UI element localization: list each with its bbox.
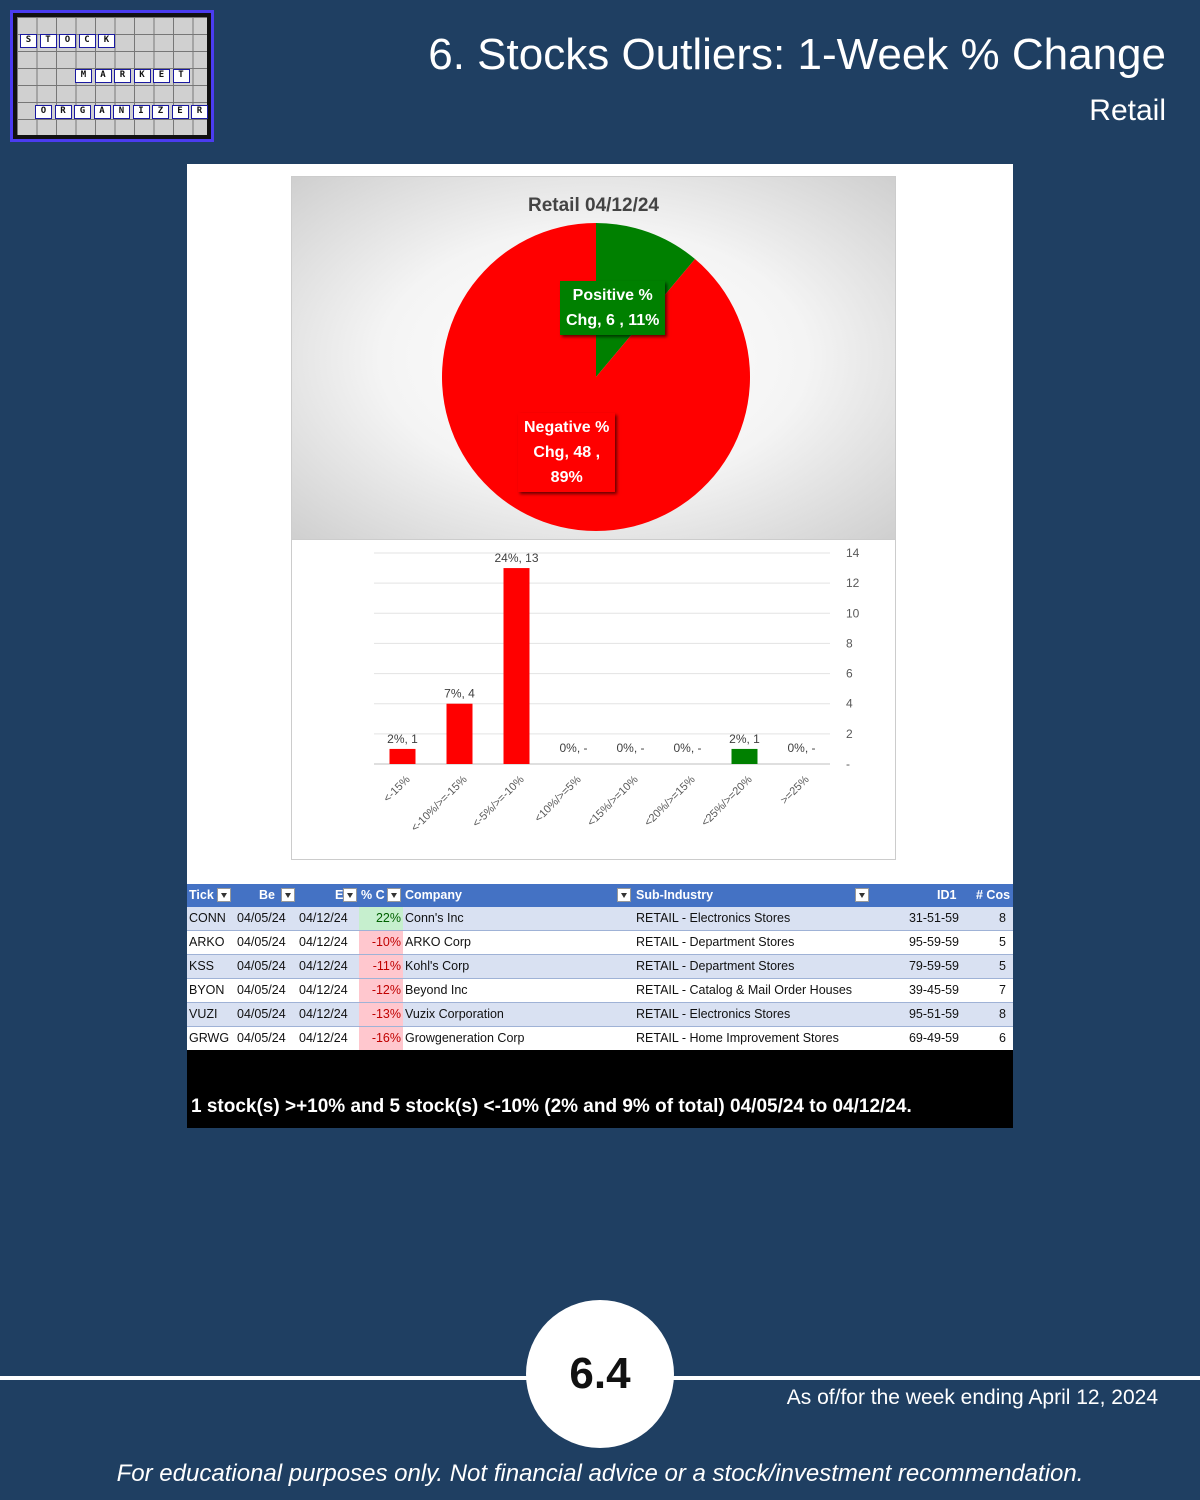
- logo-letter: K: [98, 34, 115, 48]
- bar-ytick-label: 4: [846, 696, 853, 711]
- cell-begin: 04/05/24: [237, 911, 286, 925]
- bar-category-label: <10%/>=5%: [532, 773, 584, 825]
- logo-letter: A: [95, 69, 112, 83]
- logo-letter: K: [134, 69, 151, 83]
- bar-ytick-label: 14: [846, 546, 860, 560]
- cell-chg: -10%: [359, 931, 403, 954]
- cell-cos: 8: [999, 1007, 1006, 1021]
- table-row: [187, 931, 1013, 955]
- report-card: [187, 164, 1013, 1128]
- header-num-cos: # Cos: [976, 888, 1011, 902]
- summary-text: 1 stock(s) >+10% and 5 stock(s) <-10% (2% and 9% of total) 04/05/24 to 04/12/24.: [191, 1096, 912, 1117]
- pie-label-positive-line2: Chg, 6 , 11%: [566, 312, 660, 329]
- bar-category-label: <25%/>=20%: [699, 773, 755, 830]
- cell-end: 04/12/24: [299, 911, 348, 925]
- logo-word-stock: [20, 34, 118, 48]
- cell-cos: 7: [999, 983, 1006, 997]
- header-id1: ID1: [937, 888, 957, 902]
- cell-begin: 04/05/24: [237, 935, 286, 949]
- bar-data-label: 2%, 1: [387, 731, 418, 746]
- cell-ticker: ARKO: [189, 935, 225, 949]
- pie-label-negative-line3: 89%: [550, 469, 583, 486]
- pie-label-negative: [518, 413, 615, 492]
- bar-1: [447, 704, 473, 764]
- header-begin: Be: [259, 888, 275, 902]
- filter-dropdown-icon[interactable]: [281, 888, 295, 902]
- cell-sub: RETAIL - Department Stores: [636, 959, 795, 973]
- bar-data-label: 2%, 1: [729, 731, 760, 746]
- filter-dropdown-icon[interactable]: [387, 888, 401, 902]
- logo-letter: R: [55, 105, 72, 119]
- table-row: [187, 1003, 1013, 1027]
- cell-ticker: KSS: [189, 959, 215, 973]
- logo-letter: G: [74, 105, 91, 119]
- cell-sub: RETAIL - Department Stores: [636, 935, 795, 949]
- header-company: Company: [405, 888, 462, 902]
- logo: [10, 10, 214, 142]
- cell-id1: 95-59-59: [908, 935, 960, 949]
- logo-letter: T: [173, 69, 190, 83]
- header-sub-industry: Sub-Industry: [636, 888, 714, 902]
- cell-cos: 6: [999, 1031, 1006, 1045]
- bar-data-label: 24%, 13: [494, 551, 539, 566]
- cell-begin: 04/05/24: [237, 1031, 286, 1045]
- logo-letter: R: [191, 105, 208, 119]
- cell-chg: -12%: [359, 979, 403, 1002]
- cell-end: 04/12/24: [299, 1007, 348, 1021]
- bar-data-label: 0%, -: [673, 741, 702, 755]
- summary-bar: [187, 1050, 1013, 1128]
- pie-chart-title: Retail 04/12/24: [528, 195, 659, 216]
- bar-data-label: 7%, 4: [444, 686, 475, 701]
- bar-ytick-label: 10: [846, 606, 860, 621]
- cell-chg: -13%: [359, 1003, 403, 1026]
- bar-category-label: <-5%/>=-10%: [470, 773, 527, 830]
- cell-company: Vuzix Corporation: [405, 1007, 504, 1021]
- filter-dropdown-icon[interactable]: [855, 888, 869, 902]
- filter-dropdown-icon[interactable]: [217, 888, 231, 902]
- disclaimer: For educational purposes only. Not financial advice or a stock/investment recommendation.: [116, 1460, 1084, 1487]
- cell-ticker: CONN: [189, 911, 226, 925]
- logo-letter: N: [113, 105, 130, 119]
- cell-end: 04/12/24: [299, 935, 348, 949]
- bar-ytick-label: 8: [846, 636, 853, 651]
- logo-letter: C: [79, 34, 96, 48]
- bar-chart-panel: [291, 540, 896, 860]
- cell-id1: 79-59-59: [908, 959, 960, 973]
- table-row: [187, 979, 1013, 1003]
- logo-letter: Z: [152, 105, 169, 119]
- logo-letter: T: [40, 34, 57, 48]
- cell-company: ARKO Corp: [405, 935, 471, 949]
- logo-letter: S: [20, 34, 37, 48]
- logo-letter: O: [35, 105, 52, 119]
- bar-data-label: 0%, -: [616, 741, 645, 755]
- cell-cos: 8: [999, 911, 1006, 925]
- logo-letter: R: [114, 69, 131, 83]
- cell-sub: RETAIL - Home Improvement Stores: [636, 1031, 839, 1045]
- logo-letter: E: [153, 69, 170, 83]
- cell-cos: 5: [999, 935, 1006, 949]
- cell-sub: RETAIL - Catalog & Mail Order Houses: [636, 983, 853, 997]
- cell-chg: -16%: [359, 1027, 403, 1050]
- bar-ytick-label: -: [846, 757, 850, 771]
- cell-begin: 04/05/24: [237, 983, 286, 997]
- cell-ticker: BYON: [189, 983, 225, 997]
- cell-end: 04/12/24: [299, 1031, 348, 1045]
- cell-chg: 22%: [359, 907, 403, 930]
- bar-category-label: <15%/>=10%: [585, 773, 641, 830]
- cell-company: Conn's Inc: [405, 911, 464, 925]
- bar-6: [732, 749, 758, 764]
- cell-cos: 5: [999, 959, 1006, 973]
- bar-category-label: <-10%/>=-15%: [409, 773, 470, 835]
- header-ticker: Tick: [189, 888, 214, 902]
- cell-company: Kohl's Corp: [405, 959, 470, 973]
- bar-data-label: 0%, -: [559, 741, 588, 755]
- cell-id1: 39-45-59: [908, 983, 960, 997]
- bar-ytick-label: 2: [846, 726, 853, 741]
- cell-ticker: VUZI: [189, 1007, 218, 1021]
- bar-category-label: <-15%: [381, 773, 413, 805]
- logo-letter: A: [94, 105, 111, 119]
- bar-category-label: <20%/>=15%: [642, 773, 698, 830]
- cell-ticker: GRWG: [189, 1031, 230, 1045]
- table-row: [187, 955, 1013, 979]
- cell-company: Growgeneration Corp: [405, 1031, 525, 1045]
- section-badge: 6.4: [526, 1300, 674, 1448]
- pie-label-positive: [560, 281, 665, 335]
- pie-label-negative-line2: Chg, 48 ,: [533, 444, 601, 461]
- cell-begin: 04/05/24: [237, 959, 286, 973]
- pie-label-positive-line1: Positive %: [572, 287, 653, 304]
- page-title: 6. Stocks Outliers: 1-Week % Change: [428, 30, 1166, 79]
- bar-data-label: 0%, -: [787, 741, 816, 755]
- cell-sub: RETAIL - Electronics Stores: [636, 911, 791, 925]
- table-row: [187, 907, 1013, 931]
- header-end: E: [335, 888, 344, 902]
- logo-word-organizer: [35, 105, 211, 119]
- cell-end: 04/12/24: [299, 959, 348, 973]
- bar-category-label: >=25%: [778, 773, 812, 807]
- pie-label-negative-line1: Negative %: [524, 419, 610, 436]
- cell-begin: 04/05/24: [237, 1007, 286, 1021]
- cell-id1: 69-49-59: [908, 1031, 960, 1045]
- header-pct-change: % C: [361, 888, 385, 902]
- page-subtitle: Retail: [1089, 94, 1166, 127]
- table-header: [187, 884, 1013, 907]
- cell-id1: 95-51-59: [908, 1007, 960, 1021]
- cell-end: 04/12/24: [299, 983, 348, 997]
- bar-chart: [292, 540, 897, 860]
- cell-sub: RETAIL - Electronics Stores: [636, 1007, 791, 1021]
- bar-ytick-label: 6: [846, 666, 853, 681]
- bar-0: [390, 749, 416, 764]
- filter-dropdown-icon[interactable]: [617, 888, 631, 902]
- logo-word-market: [75, 69, 192, 83]
- cell-company: Beyond Inc: [405, 983, 468, 997]
- logo-letter: I: [133, 105, 150, 119]
- pie-chart-panel: [291, 176, 896, 540]
- as-of-date: As of/for the week ending April 12, 2024: [786, 1386, 1158, 1409]
- filter-dropdown-icon[interactable]: [343, 888, 357, 902]
- logo-letter: O: [59, 34, 76, 48]
- logo-letter: E: [172, 105, 189, 119]
- logo-letter: M: [75, 69, 92, 83]
- bar-2: [504, 568, 530, 764]
- table-row: [187, 1027, 1013, 1051]
- cell-chg: -11%: [359, 955, 403, 978]
- cell-id1: 31-51-59: [908, 911, 960, 925]
- bar-ytick-label: 12: [846, 576, 860, 591]
